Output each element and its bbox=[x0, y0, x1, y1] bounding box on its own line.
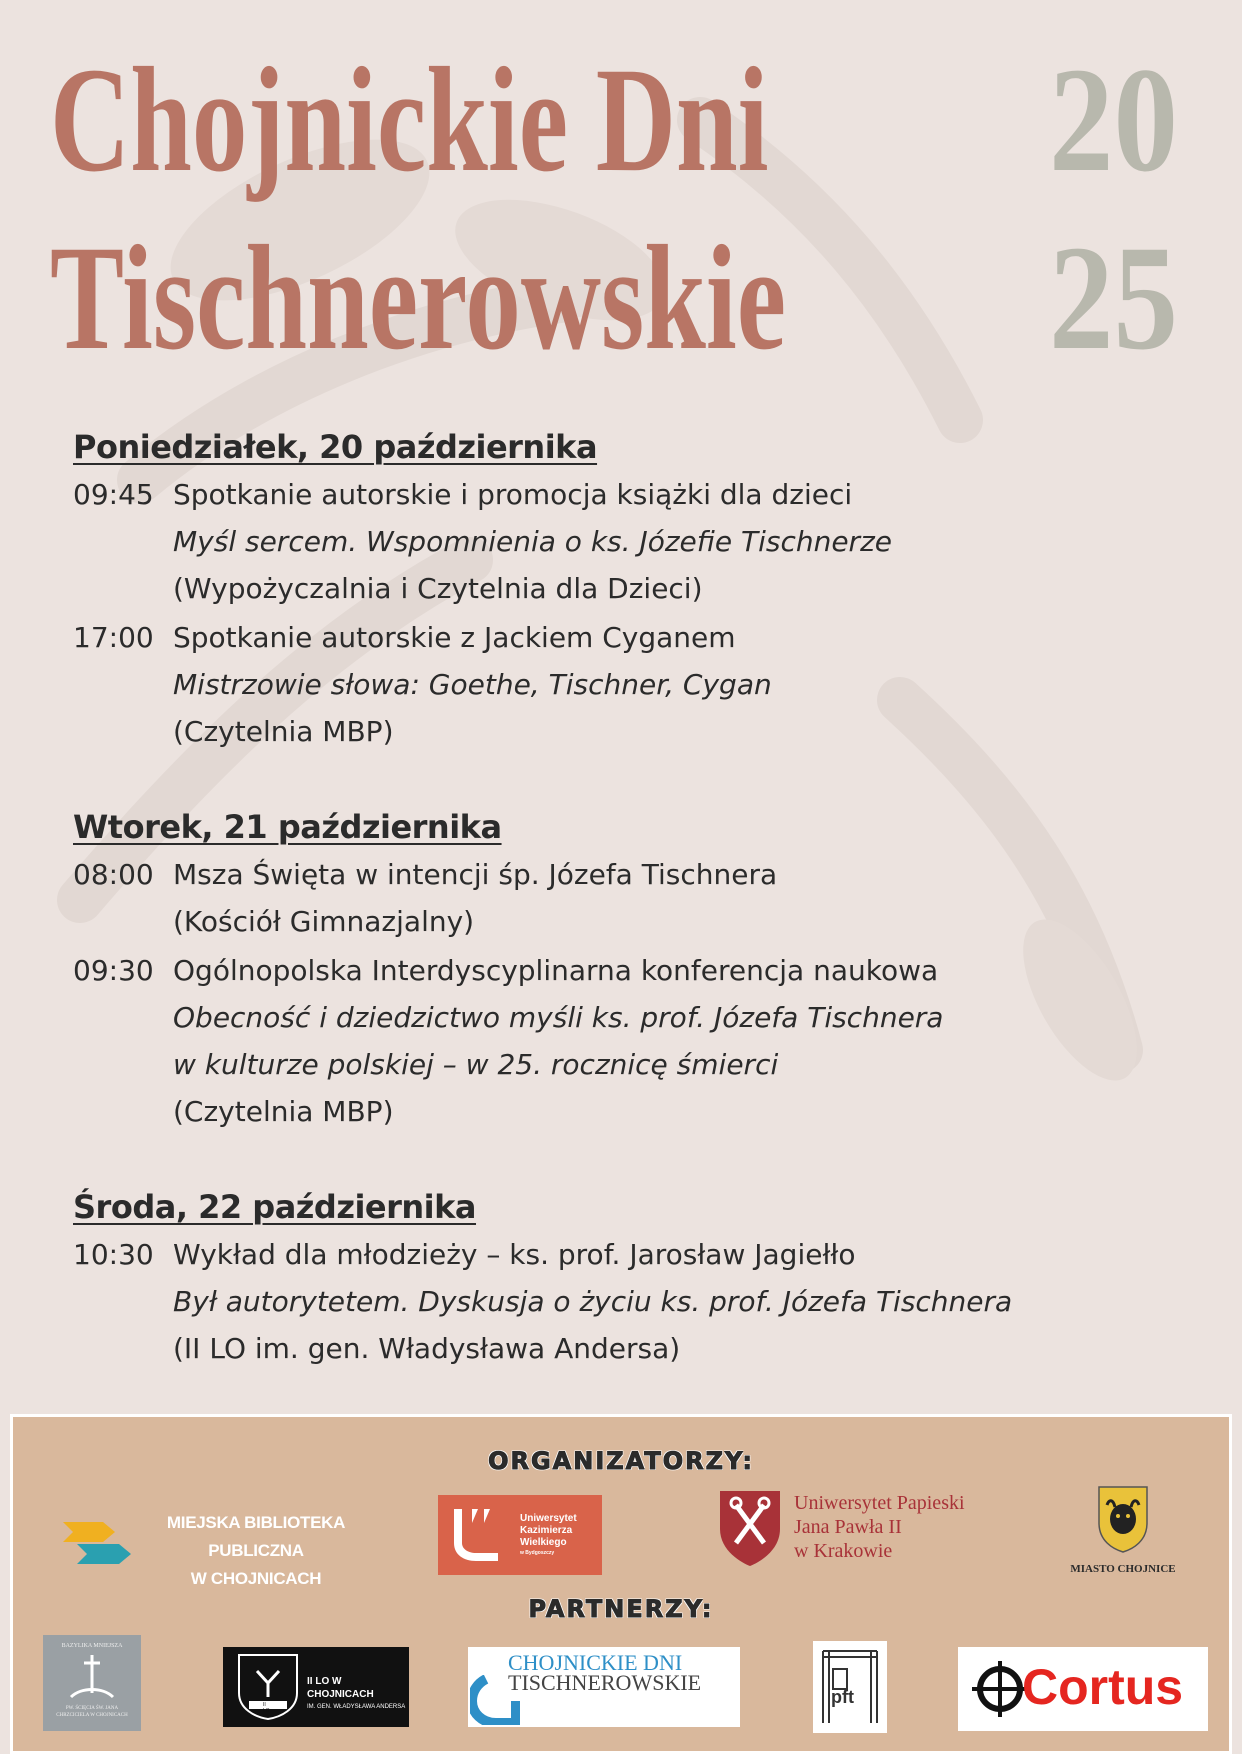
event bbox=[73, 1231, 1183, 1372]
event-subtitle: Obecność i dziedzictwo myśli ks. prof. Józefa Tischnera bbox=[173, 1001, 944, 1034]
event bbox=[73, 947, 1183, 1135]
event-title: Msza Święta w intencji śp. Józefa Tischnera bbox=[173, 858, 778, 891]
upjp-name-line2: Jana Pawła II bbox=[794, 1516, 902, 1538]
poster-title bbox=[50, 37, 1200, 400]
event-place: (Czytelnia MBP) bbox=[173, 1095, 394, 1128]
crosshair-icon bbox=[972, 1661, 1028, 1717]
ii-lo-badge-text: II LO bbox=[263, 1702, 270, 1714]
event-title: Spotkanie autorskie z Jackiem Cyganem bbox=[173, 621, 736, 654]
event-place: (Wypożyczalnia i Czytelnia dla Dzieci) bbox=[173, 572, 703, 605]
event-place: (Czytelnia MBP) bbox=[173, 715, 394, 748]
cross-icon bbox=[67, 1653, 117, 1703]
mbp-logo bbox=[63, 1507, 383, 1588]
cortus-logo bbox=[958, 1647, 1208, 1731]
event-place: (Kościół Gimnazjalny) bbox=[173, 905, 475, 938]
day-heading: Środa, 22 października bbox=[73, 1188, 477, 1226]
event bbox=[73, 614, 1183, 755]
cdt-logo bbox=[468, 1647, 740, 1727]
event-subtitle: Mistrzowie słowa: Goethe, Tischner, Cygan bbox=[173, 668, 772, 701]
cdt-logo-line2: TISCHNEROWSKIE bbox=[508, 1670, 702, 1695]
day-section-tuesday bbox=[73, 805, 1183, 1135]
ukw-name-line1: Uniwersytet bbox=[520, 1513, 577, 1524]
day-heading: Poniedziałek, 20 października bbox=[73, 428, 598, 466]
upjp-logo bbox=[718, 1489, 978, 1569]
event-title: Wykład dla młodzieży – ks. prof. Jarosław Jagiełło bbox=[173, 1238, 856, 1271]
bazylika-logo bbox=[43, 1635, 141, 1731]
day-heading: Wtorek, 21 października bbox=[73, 808, 502, 846]
event-title: Spotkanie autorskie i promocja książki dla dzieci bbox=[173, 478, 853, 511]
event bbox=[73, 851, 1183, 945]
event-place: (II LO im. gen. Władysława Andersa) bbox=[173, 1332, 681, 1365]
cdt-logo-line1: CHOJNICKIE DNI bbox=[508, 1650, 683, 1675]
year-bottom: 25 bbox=[1049, 215, 1178, 381]
sponsors-footer bbox=[10, 1414, 1232, 1754]
event-title: Ogólnopolska Interdyscyplinarna konferencja naukowa bbox=[173, 954, 939, 987]
day-section-monday bbox=[73, 425, 1183, 755]
event-time: 08:00 bbox=[73, 858, 154, 891]
event-time: 17:00 bbox=[73, 621, 154, 654]
event bbox=[73, 471, 1183, 612]
mbp-name-line1: MIEJSKA BIBLIOTEKA PUBLICZNA bbox=[166, 1513, 346, 1560]
ii-lo-logo bbox=[223, 1647, 409, 1727]
mbp-logo-icon bbox=[63, 1522, 131, 1564]
pft-logo-text: pft bbox=[831, 1687, 854, 1707]
bazylika-bottom-text: PW. ŚCIĘCIA ŚW. JANA CHRZCICIELA W CHOJNICACH bbox=[56, 1706, 128, 1718]
pft-logo bbox=[813, 1641, 887, 1733]
ukw-logo bbox=[438, 1495, 602, 1575]
day-section-wednesday bbox=[73, 1185, 1183, 1372]
chojnice-coat-of-arms-icon bbox=[1097, 1485, 1149, 1553]
event-subtitle: w kulturze polskiej – w 25. rocznicę śmierci bbox=[173, 1048, 779, 1081]
upjp-shield-icon bbox=[718, 1489, 782, 1567]
upjp-name-line1: Uniwersytet Papieski bbox=[794, 1492, 965, 1514]
organizers-heading: ORGANIZATORZY: bbox=[488, 1447, 754, 1475]
mbp-name-line2: W CHOJNICACH bbox=[190, 1569, 322, 1588]
partners-heading: PARTNERZY: bbox=[528, 1595, 714, 1623]
cortus-logo-text: Cortus bbox=[1022, 1659, 1184, 1715]
event-time: 09:45 bbox=[73, 478, 154, 511]
year-top: 20 bbox=[1049, 37, 1178, 203]
miasto-chojnice-label: MIASTO CHOJNICE bbox=[1070, 1563, 1176, 1575]
event-time: 09:30 bbox=[73, 954, 154, 987]
ii-lo-subname: IM. GEN. WŁADYSŁAWA ANDERSA bbox=[307, 1704, 406, 1710]
title-line-1: Chojnickie Dni bbox=[50, 37, 769, 203]
ii-lo-name: II LO W CHOJNICACH bbox=[307, 1676, 374, 1700]
ukw-name-line4: w Bydgoszczy bbox=[520, 1550, 555, 1556]
event-time: 10:30 bbox=[73, 1238, 154, 1271]
upjp-name-line3: w Krakowie bbox=[794, 1540, 893, 1562]
event-subtitle: Myśl sercem. Wspomnienia o ks. Józefie Tischnerze bbox=[173, 525, 892, 558]
bazylika-top-text: BAZYLIKA MNIEJSZA bbox=[61, 1643, 123, 1649]
ukw-logo-icon bbox=[450, 1509, 502, 1561]
title-line-2: Tischnerowskie bbox=[50, 215, 787, 381]
miasto-chojnice-logo bbox=[1053, 1485, 1193, 1585]
event-subtitle: Był autorytetem. Dyskusja o życiu ks. prof. Józefa Tischnera bbox=[173, 1285, 1013, 1318]
cdt-logo-icon bbox=[470, 1675, 520, 1725]
ukw-name-line2: Kazimierza bbox=[520, 1525, 573, 1536]
ukw-name-line3: Wielkiego bbox=[520, 1537, 567, 1548]
